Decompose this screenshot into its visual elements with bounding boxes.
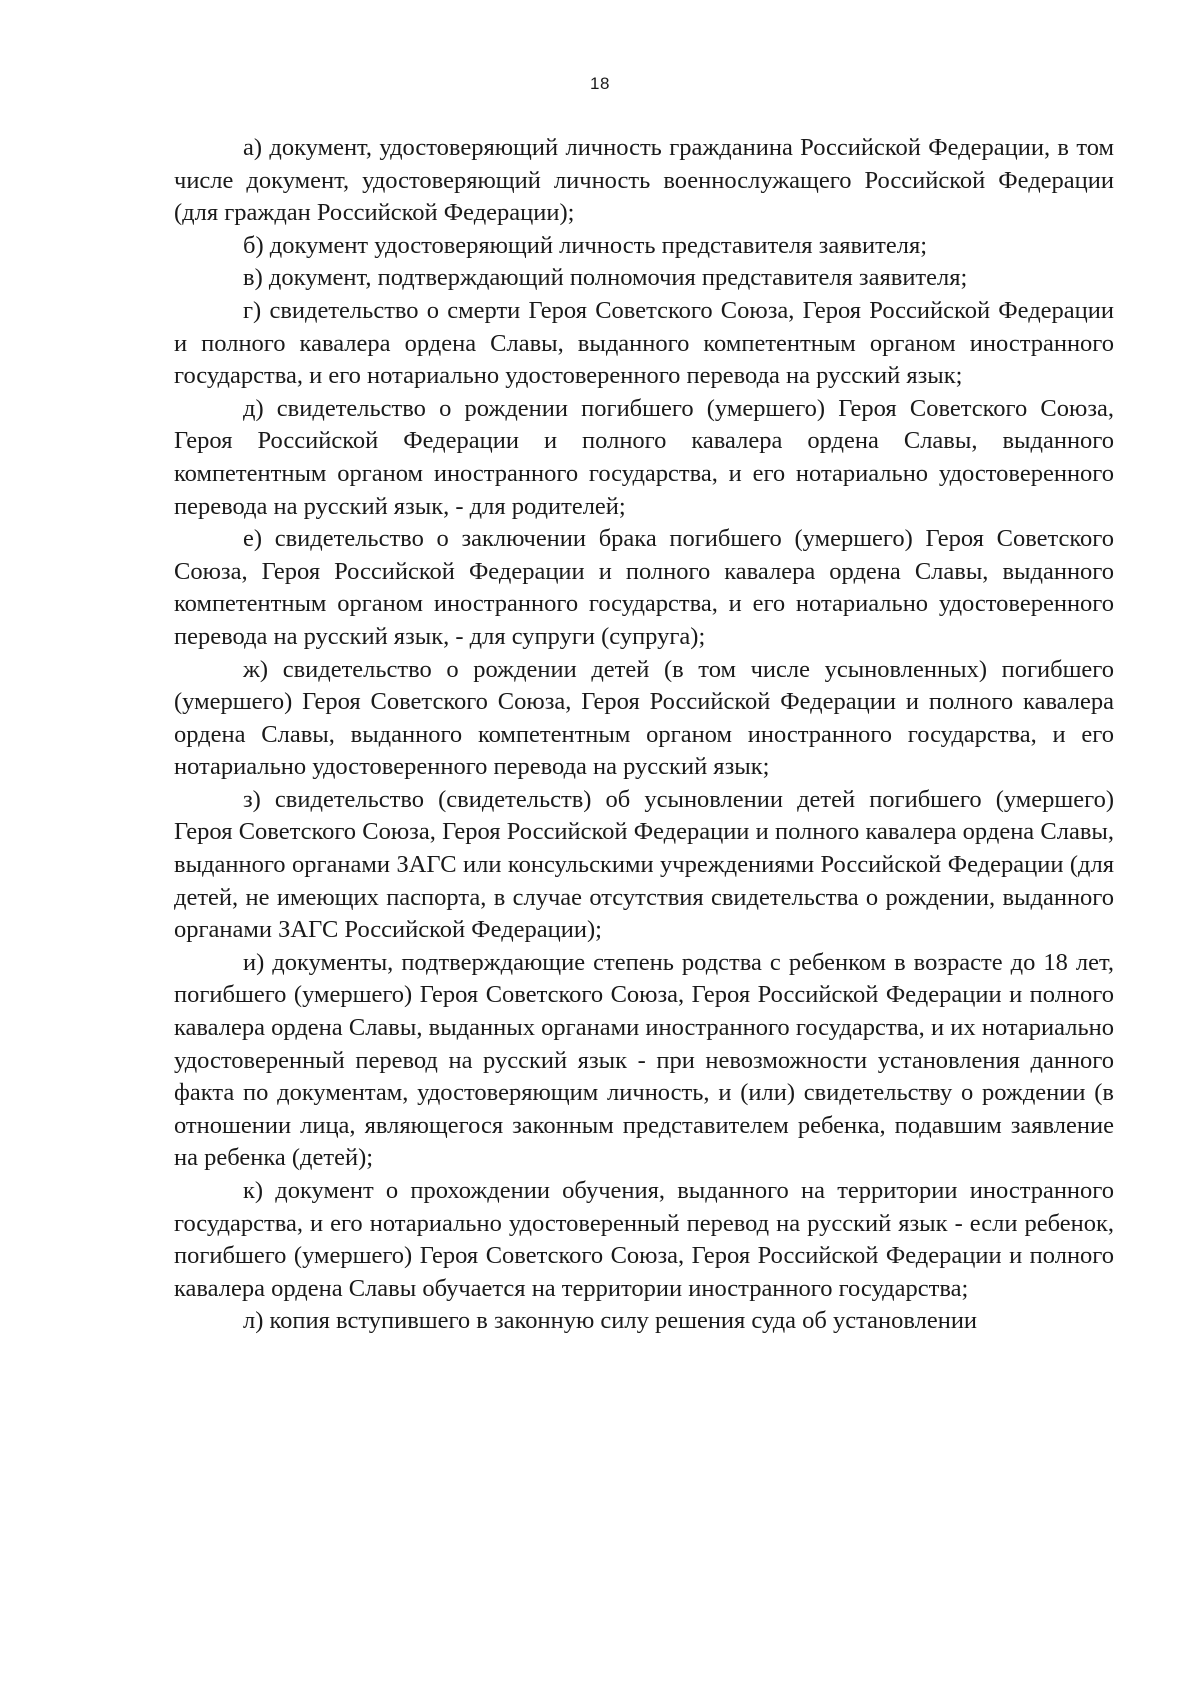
paragraph-a: а) документ, удостоверяющий личность гражданина Российской Федерации, в том числе документ, удостоверяющий личность военнослужащего Российской Федерации (для граждан Российской Федерации); bbox=[174, 134, 1114, 227]
paragraph-g: г) свидетельство о смерти Героя Советского Союза, Героя Российской Федерации и полного кавалера ордена Славы, выданного компетентным органом иностранного государства, и его нотариально удостоверенного перевода на русский язык; bbox=[174, 296, 1114, 390]
page-number: 18 bbox=[590, 74, 610, 93]
paragraph-l: л) копия вступившего в законную силу решения суда об установлении bbox=[243, 1307, 978, 1335]
paragraph-b: б) документ удостоверяющий личность представителя заявителя; bbox=[243, 231, 928, 259]
paragraph-k: к) документ о прохождении обучения, выданного на территории иностранного государства, и его нотариально удостоверенный перевод на русский язык - если ребенок, погибшего (умершего) Героя Советского Союза, Героя Российской Федерации и полного кавалера ордена Славы обучается на территории иностранного государства; bbox=[174, 1177, 1114, 1302]
paragraph-d: д) свидетельство о рождении погибшего (умершего) Героя Советского Союза, Героя Российской Федерации и полного кавалера ордена Славы, выданного компетентным органом иностранного государства, и его нотариально удостоверенного перевода на русский язык, - для родителей; bbox=[174, 394, 1114, 520]
paragraph-z: з) свидетельство (свидетельств) об усыновлении детей погибшего (умершего) Героя Советского Союза, Героя Российской Федерации и полного кавалера ордена Славы, выданного органами ЗАГС или консульскими учреждениями Российской Федерации (для детей, не имеющих паспорта, в случае отсутствия свидетельства о рождении, выданного органами ЗАГС Российской Федерации); bbox=[174, 785, 1114, 944]
paragraph-e: е) свидетельство о заключении брака погибшего (умершего) Героя Советского Союза, Героя Российской Федерации и полного кавалера ордена Славы, выданного компетентным органом иностранного государства, и его нотариально удостоверенного перевода на русский язык, - для супруги (супруга); bbox=[174, 525, 1114, 650]
document-body bbox=[174, 132, 1114, 1338]
paragraph-i: и) документы, подтверждающие степень родства с ребенком в возрасте до 18 лет, погибшего (умершего) Героя Советского Союза, Героя Российской Федерации и полного кавалера ордена Славы, выданных органами иностранного государства, и их нотариально удостоверенный перевод на русский язык - при невозможности установления данного факта по документам, удостоверяющим личность, и (или) свидетельству о рождении (в отношении лица, являющегося законным представителем ребенка, подавшим заявление на ребенка (детей); bbox=[174, 948, 1114, 1172]
paragraph-zh: ж) свидетельство о рождении детей (в том числе усыновленных) погибшего (умершего) Героя Советского Союза, Героя Российской Федерации и полного кавалера ордена Славы, выданного компетентным органом иностранного государства, и его нотариально удостоверенного перевода на русский язык; bbox=[174, 655, 1114, 781]
paragraph-v: в) документ, подтверждающий полномочия представителя заявителя; bbox=[243, 264, 968, 292]
